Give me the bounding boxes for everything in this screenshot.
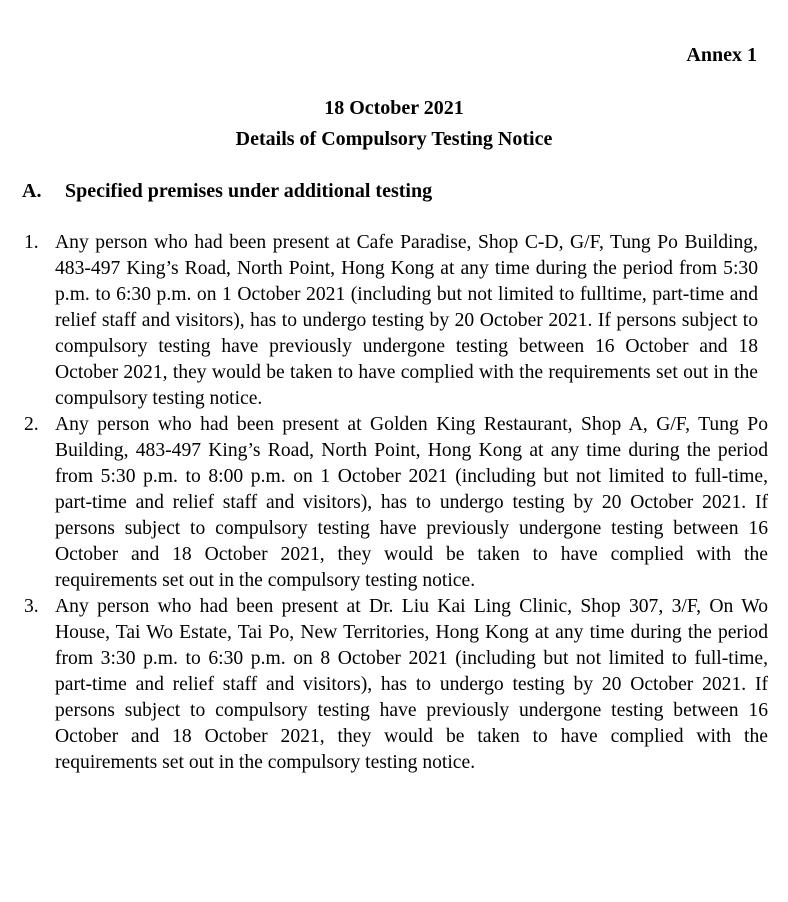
section-title: Specified premises under additional testing [65, 180, 433, 202]
item-number: 1. [24, 232, 39, 253]
item-number: 2. [24, 414, 39, 435]
item-text: Any person who had been present at Dr. Liu Kai Ling Clinic, Shop 307, 3/F, On Wo House, Tai Wo Estate, Tai Po, New Territories, Hong Kong at any time during the period from 3:30 p.m. to 6:30 p.m. on 8 October 2021 (including but not limited to full-time, part-time and relief staff and visitors), has to undergo testing by 20 October 2021. If persons subject to compulsory testing have previously undergone testing between 16 October and 18 October 2021, they would be taken to have complied with the requirements set out in the compulsory testing notice. [55, 596, 768, 773]
page-title: Details of Compulsory Testing Notice [235, 128, 553, 150]
notice-date: 18 October 2021 [324, 97, 464, 119]
annex-label: Annex 1 [686, 44, 757, 66]
section-heading [22, 178, 432, 204]
section-letter: A. [22, 180, 42, 202]
list-item [0, 594, 768, 776]
list-item [0, 412, 768, 594]
item-number: 3. [24, 596, 39, 617]
premises-list [0, 230, 788, 776]
item-text: Any person who had been present at Cafe Paradise, Shop C-D, G/F, Tung Po Building, 483-497 King’s Road, North Point, Hong Kong at any time during the period from 5:30 p.m. to 6:30 p.m. on 1 October 2021 (including but not limited to fulltime, part-time and relief staff and visitors), has to undergo testing by 20 October 2021. If persons subject to compulsory testing have previously undergone testing between 16 October and 18 October 2021, they would be taken to have complied with the requirements set out in the compulsory testing notice. [55, 232, 758, 409]
item-text: Any person who had been present at Golden King Restaurant, Shop A, G/F, Tung Po Building, 483-497 King’s Road, North Point, Hong Kong at any time during the period from 5:30 p.m. to 8:00 p.m. on 1 October 2021 (including but not limited to full-time, part-time and relief staff and visitors), has to undergo testing by 20 October 2021. If persons subject to compulsory testing have previously undergone testing between 16 October and 18 October 2021, they would be taken to have complied with the requirements set out in the compulsory testing notice. [55, 414, 768, 591]
list-item [0, 230, 758, 412]
